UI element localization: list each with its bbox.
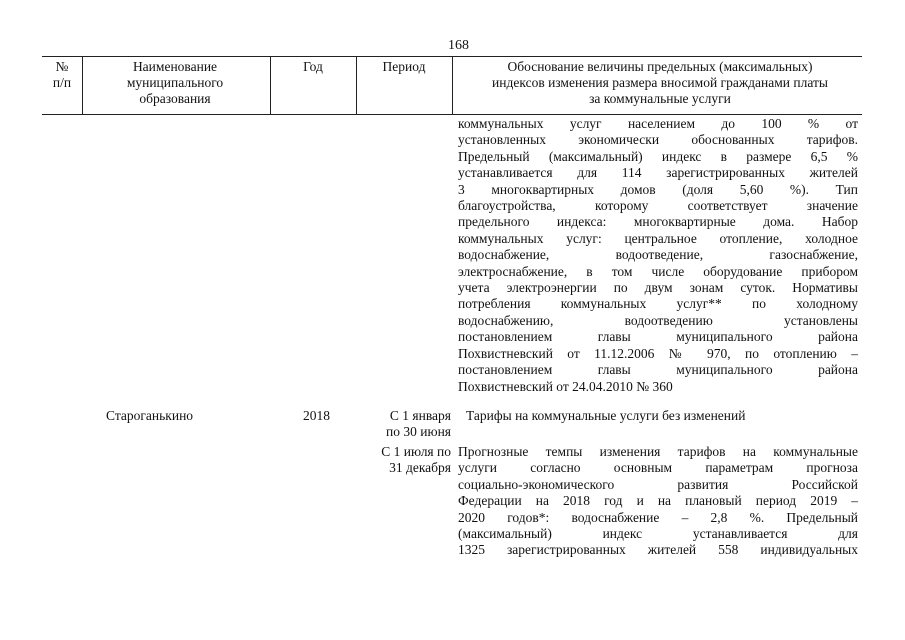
header-justification-line: индексов изменения размера вносимой гражданами платы	[492, 75, 828, 90]
text-line: предельного индекса: многоквартирные дома. Набор	[458, 214, 858, 230]
header-municipality-line: муниципального	[126, 75, 224, 90]
header-justification-line: за коммунальные услуги	[589, 91, 731, 106]
header-municipality-line: Наименование	[132, 59, 218, 74]
text-line: 2020 годов*: водоснабжение – 2,8 %. Предельный	[458, 509, 858, 525]
column-divider	[270, 57, 271, 114]
text-line: учета электроэнергии по двум зонам суток. Нормативы	[458, 280, 858, 296]
column-divider	[452, 57, 453, 114]
header-municipality-line: образования	[139, 91, 211, 106]
header-justification-line: Обоснование величины предельных (максимальных)	[507, 59, 813, 74]
text-line: водоснабжение, водоотведение, газоснабжение,	[458, 247, 858, 263]
forecast-text	[458, 444, 858, 559]
text-line: социально-экономического развития Российской	[458, 476, 858, 492]
header-year: Год	[303, 59, 323, 74]
period-line: С 1 января	[389, 408, 451, 423]
text-line: установленных экономически обоснованных тарифов.	[458, 132, 858, 148]
text-line: Федерации на 2018 год и на плановый период 2019 –	[458, 493, 858, 509]
period-first-half	[367, 408, 451, 441]
period-second-half	[367, 444, 451, 477]
text-line: потребления коммунальных услуг** по холодному	[458, 296, 858, 312]
row-year: 2018	[303, 408, 330, 423]
period-line: 31 декабря	[389, 460, 451, 476]
tariffs-unchanged-text: Тарифы на коммунальные услуги без изменений	[466, 408, 746, 423]
text-line: (максимальный) индекс устанавливается для	[458, 526, 858, 542]
header-justification	[458, 59, 862, 107]
header-number	[42, 59, 82, 91]
text-line: услуги согласно основным параметрам прогноза	[458, 460, 858, 476]
text-line: Похвистневский от 11.12.2006 № 970, по отоплению –	[458, 345, 858, 361]
municipality-name: Староганькино	[106, 408, 194, 423]
text-line: 3 многоквартирных домов (доля 5,60 %). Тип	[458, 181, 858, 197]
period-line: по 30 июня	[386, 424, 451, 440]
header-number-line: №	[55, 59, 69, 74]
text-line: Похвистневский от 24.04.2010 № 360	[458, 378, 673, 394]
page-number: 168	[448, 38, 469, 53]
text-line: 1325 зарегистрированных жителей 558 индивидуальных	[458, 542, 858, 558]
tariff-table	[42, 56, 862, 115]
table-header	[42, 56, 862, 115]
text-line: коммунальных услуг населением до 100 % от	[458, 116, 858, 131]
period-line: С 1 июля по	[381, 444, 451, 459]
header-number-line: п/п	[52, 75, 72, 90]
text-line: постановлением главы муниципального района	[458, 329, 858, 345]
text-line: коммунальных услуг: центральное отопление, холодное	[458, 230, 858, 246]
text-line: постановлением главы муниципального района	[458, 362, 858, 378]
column-divider	[356, 57, 357, 114]
header-municipality	[90, 59, 260, 107]
text-line: водоснабжению, водоотведению установлены	[458, 312, 858, 328]
text-line: электроснабжение, в том числе оборудование прибором	[458, 263, 858, 279]
continuation-text	[458, 116, 858, 395]
header-period: Период	[382, 59, 426, 74]
text-line: устанавливается для 114 зарегистрированных жителей	[458, 165, 858, 181]
text-line: Прогнозные темпы изменения тарифов на коммунальные	[458, 444, 858, 459]
text-line: Предельный (максимальный) индекс в размере 6,5 %	[458, 148, 858, 164]
text-line: благоустройства, которому соответствует значение	[458, 198, 858, 214]
column-divider	[82, 57, 83, 114]
